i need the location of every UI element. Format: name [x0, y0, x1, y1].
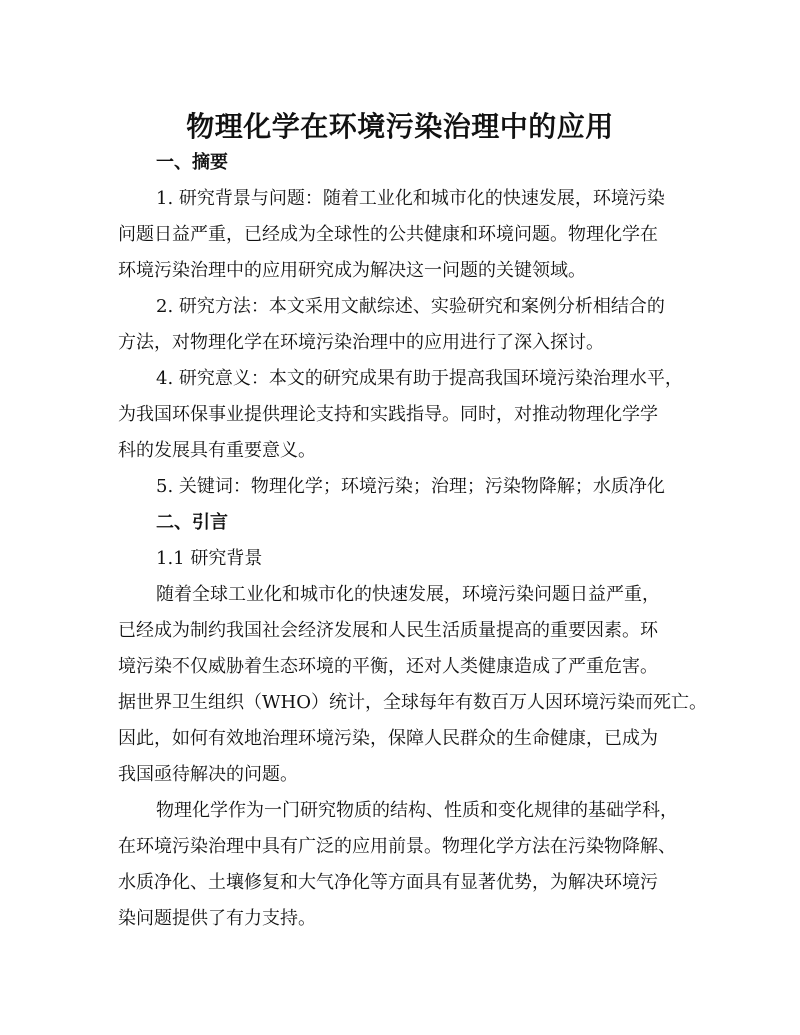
- text-line: 据世界卫生组织（WHO）统计，全球每年有数百万人因环境污染而死亡。: [118, 692, 707, 713]
- text-line: 在环境污染治理中具有广泛的应用前景。物理化学方法在污染物降解、: [118, 836, 676, 857]
- text-line: 我国亟待解决的问题。: [118, 764, 298, 785]
- text-line: 4. 研究意义：本文的研究成果有助于提高我国环境污染治理水平，: [156, 368, 683, 389]
- section-introduction: [118, 505, 707, 937]
- text-line: 1.1 研究背景: [156, 548, 263, 569]
- document-body: [118, 145, 707, 937]
- text-line: 境污染不仅威胁着生态环境的平衡，还对人类健康造成了严重危害。: [118, 656, 658, 677]
- text-line: 方法，对物理化学在环境污染治理中的应用进行了深入探讨。: [118, 332, 604, 353]
- paragraph: [118, 577, 707, 793]
- section-heading: 一、摘要: [156, 152, 228, 173]
- text-line: 1. 研究背景与问题：随着工业化和城市化的快速发展，环境污染: [156, 188, 665, 209]
- section-abstract: [118, 145, 688, 505]
- text-line: 已经成为制约我国社会经济发展和人民生活质量提高的重要因素。环: [118, 620, 658, 641]
- text-line: 环境污染治理中的应用研究成为解决这一问题的关键领域。: [118, 260, 586, 281]
- abstract-item-keywords: [118, 469, 688, 505]
- text-line: 5. 关键词：物理化学；环境污染；治理；污染物降解；水质净化: [156, 476, 665, 497]
- text-line: 物理化学作为一门研究物质的结构、性质和变化规律的基础学科，: [156, 800, 678, 821]
- text-line: 问题日益严重，已经成为全球性的公共健康和环境问题。物理化学在: [118, 224, 658, 245]
- abstract-item-significance: [118, 361, 688, 469]
- text-line: 科的发展具有重要意义。: [118, 440, 316, 461]
- abstract-item-methods: [118, 289, 688, 361]
- text-line: 染问题提供了有力支持。: [118, 908, 316, 929]
- text-line: 为我国环保事业提供理论支持和实践指导。同时，对推动物理化学学: [118, 404, 658, 425]
- section-heading: 二、引言: [156, 512, 228, 533]
- text-line: 因此，如何有效地治理环境污染，保障人民群众的生命健康，已成为: [118, 728, 658, 749]
- document-title: 物理化学在环境污染治理中的应用: [186, 109, 614, 143]
- paragraph: [118, 793, 688, 937]
- subsection-heading: [118, 541, 688, 577]
- text-line: 随着全球工业化和城市化的快速发展，环境污染问题日益严重，: [156, 584, 660, 605]
- text-line: 2. 研究方法：本文采用文献综述、实验研究和案例分析相结合的: [156, 296, 665, 317]
- text-line: 水质净化、土壤修复和大气净化等方面具有显著优势，为解决环境污: [118, 872, 658, 893]
- abstract-item-background: [118, 181, 688, 289]
